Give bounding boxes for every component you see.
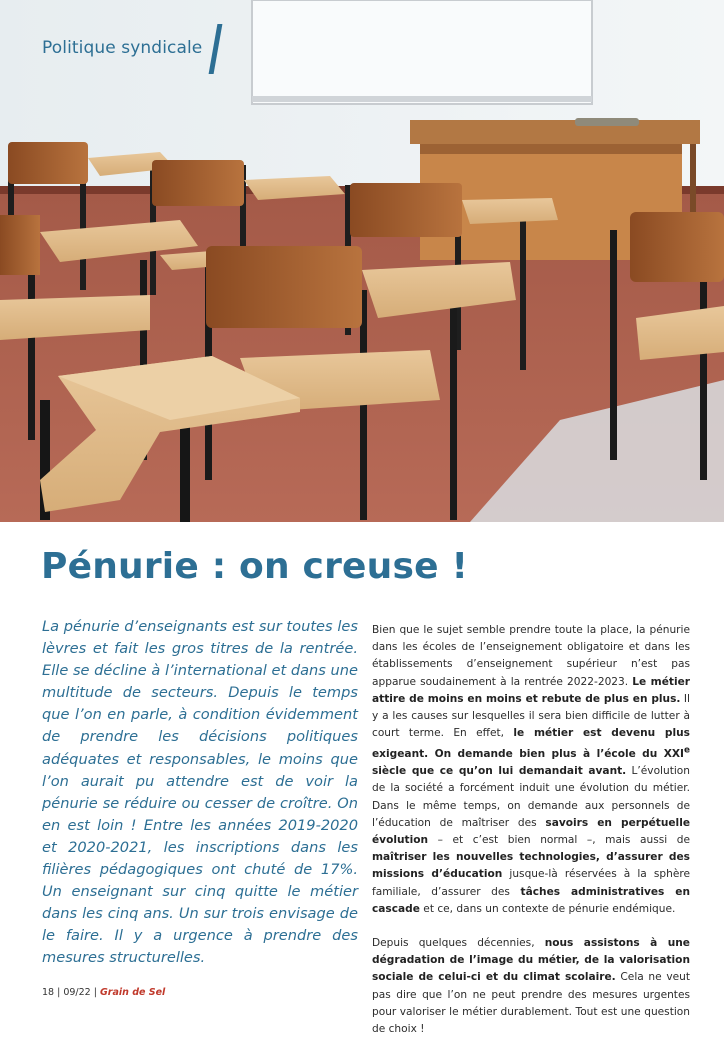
- article-body: [372, 622, 690, 1038]
- body-paragraph-1: Bien que le sujet semble prendre toute la place, la pénurie dans les écoles de l’enseignement obligatoire et dans les établissements d’enseignement supérieur n’est pas apparue soudainement à la rentrée 2022-2023. Le métier attire de moins en moins et rebute de plus en plus. Il y a les causes sur lesquelles il sera bien difficile de lutter à court terme. En effet, le métier est devenu plus exigeant. On demande bien plus à l’école du XXIe siècle que ce qu’on lui demandait avant. L’évolution de la société a forcément induit une évolution du métier. Dans le même temps, on demande aux personnels de l’éducation de maîtriser des savoirs en perpétuelle évolution – et c’est bien normal –, mais aussi de maîtriser les nouvelles technologies, d’assurer des missions d’éducation jusque-là réservées à la sphère familiale, d’assurer des tâches administratives en cascade et ce, dans un contexte de pénurie endémique.: [372, 624, 691, 915]
- article-lead: La pénurie d’enseignants est sur toutes les lèvres et fait les gros titres de la rentrée. Elle se décline à l’international et dans une multitude de secteurs. Depuis le temps que l’on en parle, à condition évidemment de prendre les décisions politiques adéquates et responsables, le moins que l’on aurait pu attendre est de voir la pénurie se réduire ou cesser de croître. On en est loin ! Entre les années 2019-2020 et 2020-2021, les inscriptions dans les filières pédagogiques ont chuté de 17%. Un enseignant sur cinq quitte le métier dans les cinq ans. Un sur trois envisage de le faire. Il y a urgence à prendre des mesures structurelles.: [42, 618, 358, 967]
- page-number: 18: [42, 987, 55, 998]
- body-paragraph-2: Depuis quelques décennies, nous assistons à une dégradation de l’image du métier, de la valorisation sociale de celui-ci et du climat scolaire. Cela ne veut pas dire que l’on ne peut prendre des mesures urgentes pour valoriser le métier durablement. Tout est une question de choix !: [372, 936, 691, 1035]
- page-footer: 18 | 09/22 | Grain de Sel: [42, 987, 166, 998]
- section-label: Politique syndicale: [42, 38, 203, 58]
- article-title: Pénurie : on creuse !: [41, 546, 469, 587]
- issue-date: 09/22: [63, 987, 91, 998]
- magazine-brand: Grain de Sel: [99, 987, 166, 998]
